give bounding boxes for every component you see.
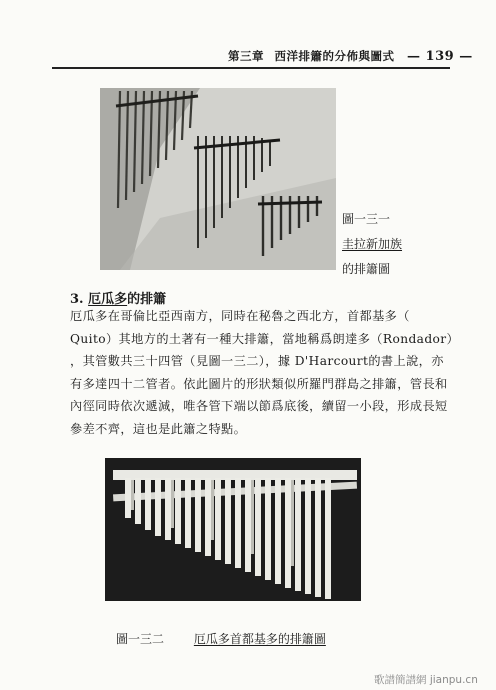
figure-131-photo <box>100 88 336 270</box>
section-suffix: 的排簫 <box>127 292 167 307</box>
figure-131-caption <box>342 207 432 282</box>
figure-131-caption-line1: 圭拉新加族 <box>342 237 403 251</box>
header-rule <box>52 67 450 69</box>
figure-132-label: 圖一三二 <box>116 632 165 646</box>
body-line: 厄瓜多在哥倫比亞西南方，同時在秘魯之西北方，首都基多（ <box>70 309 410 323</box>
body-line: ，其管數共三十四管（見圖一三二），據 D'Harcourt的書上說，亦 <box>70 354 444 368</box>
figure-132-photo <box>105 458 361 601</box>
section-country: 厄瓜多 <box>88 292 128 307</box>
figure-131-label: 圖一三一 <box>342 212 391 226</box>
section-number: 3. <box>70 292 84 307</box>
running-head <box>228 48 473 64</box>
body-paragraph <box>70 305 460 440</box>
figure-132-caption <box>116 630 326 647</box>
body-line: 有多達四十二管者。依此圖片的形狀類似所羅門群島之排簫，管長和 <box>70 376 448 391</box>
chapter-title: 西洋排簫的分佈與圖式 <box>274 49 395 63</box>
figure-132-caption-text: 厄瓜多首都基多的排簫圖 <box>193 632 326 646</box>
figure-131-caption-line2: 的排簫圖 <box>342 262 391 276</box>
body-line: Quito）其地方的土著有一種大排簫，當地稱爲朗達多（Rondador） <box>70 331 460 346</box>
site-watermark: 歌譜簡譜網 jianpu.cn <box>374 674 478 686</box>
body-line: 參差不齊，這也是此簫之特點。 <box>70 421 247 436</box>
panpipes-photo-132 <box>105 458 361 601</box>
chapter-label: 第三章 <box>228 49 264 63</box>
panpipes-photo-131 <box>100 88 336 270</box>
body-line: 內徑同時依次遞減，唯各管下端以節爲底後，續留一小段，形成長短 <box>70 399 448 413</box>
page-number: — 139 — <box>407 49 473 64</box>
